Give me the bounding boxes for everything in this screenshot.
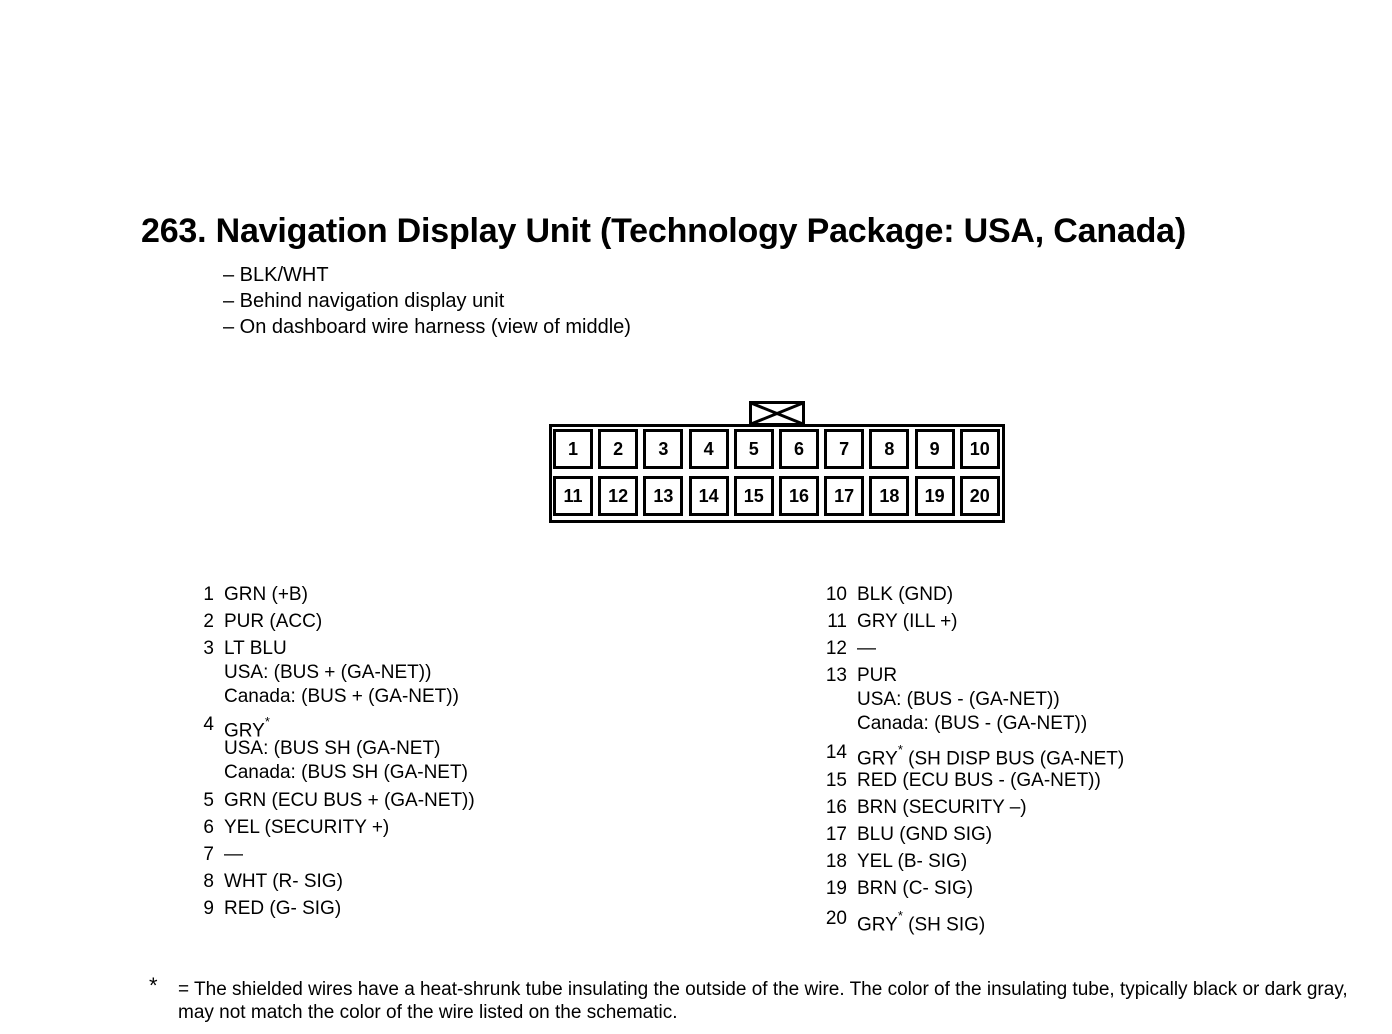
pin-entry <box>203 611 323 633</box>
pin-number: 13 <box>825 665 847 686</box>
pin-detail-line <box>224 762 468 784</box>
shielded-star: * <box>264 714 270 729</box>
pin-wire-text: YEL (B- SIG) <box>857 851 968 872</box>
pin-wire-text: BRN (C- SIG) <box>857 878 974 899</box>
pin-entry <box>203 871 343 893</box>
page-title: 263. Navigation Display Unit (Technology Package: USA, Canada) <box>141 212 1187 250</box>
pin-entry <box>203 584 308 606</box>
pin-wire-suffix: (SH DISP BUS (GA-NET) <box>902 748 1125 770</box>
connector-cell-11: 11 <box>553 476 593 516</box>
pin-number: 19 <box>825 878 847 899</box>
pin-entry <box>825 797 1027 819</box>
subtitle-color: – BLK/WHT <box>223 264 329 286</box>
pin-number: 2 <box>203 611 214 632</box>
pin-entry <box>825 878 974 900</box>
connector-cell-4: 4 <box>689 429 729 469</box>
pin-wire-text: USA: (BUS SH (GA-NET) <box>224 738 441 759</box>
pin-number: 7 <box>203 844 214 865</box>
pin-entry <box>825 638 876 660</box>
connector-cell-12: 12 <box>598 476 638 516</box>
pin-wire-text: YEL (SECURITY +) <box>224 817 390 838</box>
pin-wire-text: Canada: (BUS - (GA-NET)) <box>857 713 1088 734</box>
pin-entry <box>203 790 475 812</box>
pin-number: 20 <box>825 908 847 929</box>
connector-cell-16: 16 <box>779 476 819 516</box>
connector-key-tab <box>749 401 805 425</box>
pin-entry <box>825 824 993 846</box>
pin-detail-line <box>857 713 1087 735</box>
pin-wire-text: GRY <box>857 748 898 770</box>
pin-wire-text: GRY <box>857 914 898 936</box>
pin-number: 17 <box>825 824 847 845</box>
pin-detail-line <box>224 738 440 760</box>
pin-number: 11 <box>827 611 847 632</box>
pin-wire-suffix: (SH SIG) <box>902 914 986 936</box>
connector-cell-20: 20 <box>960 476 1000 516</box>
pin-wire-text: PUR (ACC) <box>224 611 323 632</box>
pin-number: 15 <box>825 770 847 791</box>
connector-cell-1: 1 <box>553 429 593 469</box>
pin-wire-text: Canada: (BUS SH (GA-NET) <box>224 762 468 783</box>
pin-wire-text: — <box>224 844 243 865</box>
pin-wire-text: GRY (ILL +) <box>857 611 958 632</box>
pin-number: 5 <box>203 790 214 811</box>
connector-cell-7: 7 <box>824 429 864 469</box>
connector-cell-9: 9 <box>915 429 955 469</box>
subtitle-harness: – On dashboard wire harness (view of middle) <box>223 316 631 338</box>
pin-wire-text: Canada: (BUS + (GA-NET)) <box>224 686 459 707</box>
pin-wire-text: GRN (ECU BUS + (GA-NET)) <box>224 790 475 811</box>
shielded-star: * <box>897 908 903 923</box>
pin-wire-text: RED (ECU BUS - (GA-NET)) <box>857 770 1101 791</box>
connector-cell-3: 3 <box>643 429 683 469</box>
shielded-star: * <box>897 742 903 757</box>
pin-wire-text: WHT (R- SIG) <box>224 871 343 892</box>
pin-entry <box>825 770 1101 792</box>
pin-number: 9 <box>203 898 214 919</box>
pin-entry <box>825 908 986 936</box>
pin-number: 10 <box>825 584 847 605</box>
pin-wire-text: LT BLU <box>224 638 287 659</box>
connector-cell-18: 18 <box>869 476 909 516</box>
pin-number: 1 <box>203 584 214 605</box>
connector-cell-13: 13 <box>643 476 683 516</box>
connector-cell-5: 5 <box>734 429 774 469</box>
footnote-text: = The shielded wires have a heat-shrunk tube insulating the outside of the wire. The color of the insulating tube, typically black or dark gray, may not match the color of the wire listed on the schematic. <box>178 979 1348 1023</box>
pin-detail-line <box>857 689 1060 711</box>
connector-cell-6: 6 <box>779 429 819 469</box>
pin-wire-text: GRN (+B) <box>224 584 308 605</box>
pin-wire-text: BLU (GND SIG) <box>857 824 993 845</box>
pin-detail-line <box>224 662 431 684</box>
pin-entry <box>203 898 342 920</box>
pin-number: 8 <box>203 871 214 892</box>
pin-entry <box>825 665 898 687</box>
pin-wire-text: GRY <box>224 720 265 742</box>
pin-wire-text: USA: (BUS - (GA-NET)) <box>857 689 1060 710</box>
connector-cell-10: 10 <box>960 429 1000 469</box>
pin-entry <box>825 584 954 606</box>
subtitle-location: – Behind navigation display unit <box>223 290 505 312</box>
connector-cell-2: 2 <box>598 429 638 469</box>
pin-wire-text: BLK (GND) <box>857 584 954 605</box>
connector-cell-15: 15 <box>734 476 774 516</box>
connector-cell-14: 14 <box>689 476 729 516</box>
pin-number: 12 <box>825 638 847 659</box>
pin-wire-text: PUR <box>857 665 898 686</box>
pin-entry <box>827 611 958 633</box>
connector-cell-19: 19 <box>915 476 955 516</box>
pin-number: 3 <box>203 638 214 659</box>
pin-entry <box>203 844 243 866</box>
pin-wire-text: USA: (BUS + (GA-NET)) <box>224 662 432 683</box>
connector-cell-17: 17 <box>824 476 864 516</box>
pin-wire-text: RED (G- SIG) <box>224 898 342 919</box>
pin-detail-line <box>224 686 459 708</box>
footnote-star: * <box>149 973 158 998</box>
pin-entry <box>825 742 1125 770</box>
pin-number: 14 <box>825 742 847 763</box>
pin-number: 6 <box>203 817 214 838</box>
pin-entry <box>203 817 390 839</box>
pin-number: 18 <box>825 851 847 872</box>
pin-entry <box>203 638 287 660</box>
pin-entry <box>825 851 968 873</box>
connector-cell-8: 8 <box>869 429 909 469</box>
connector-face <box>549 424 1005 523</box>
pin-number: 4 <box>203 714 214 735</box>
pin-wire-text: — <box>857 638 876 659</box>
pin-wire-text: BRN (SECURITY –) <box>857 797 1027 818</box>
pin-number: 16 <box>825 797 847 818</box>
